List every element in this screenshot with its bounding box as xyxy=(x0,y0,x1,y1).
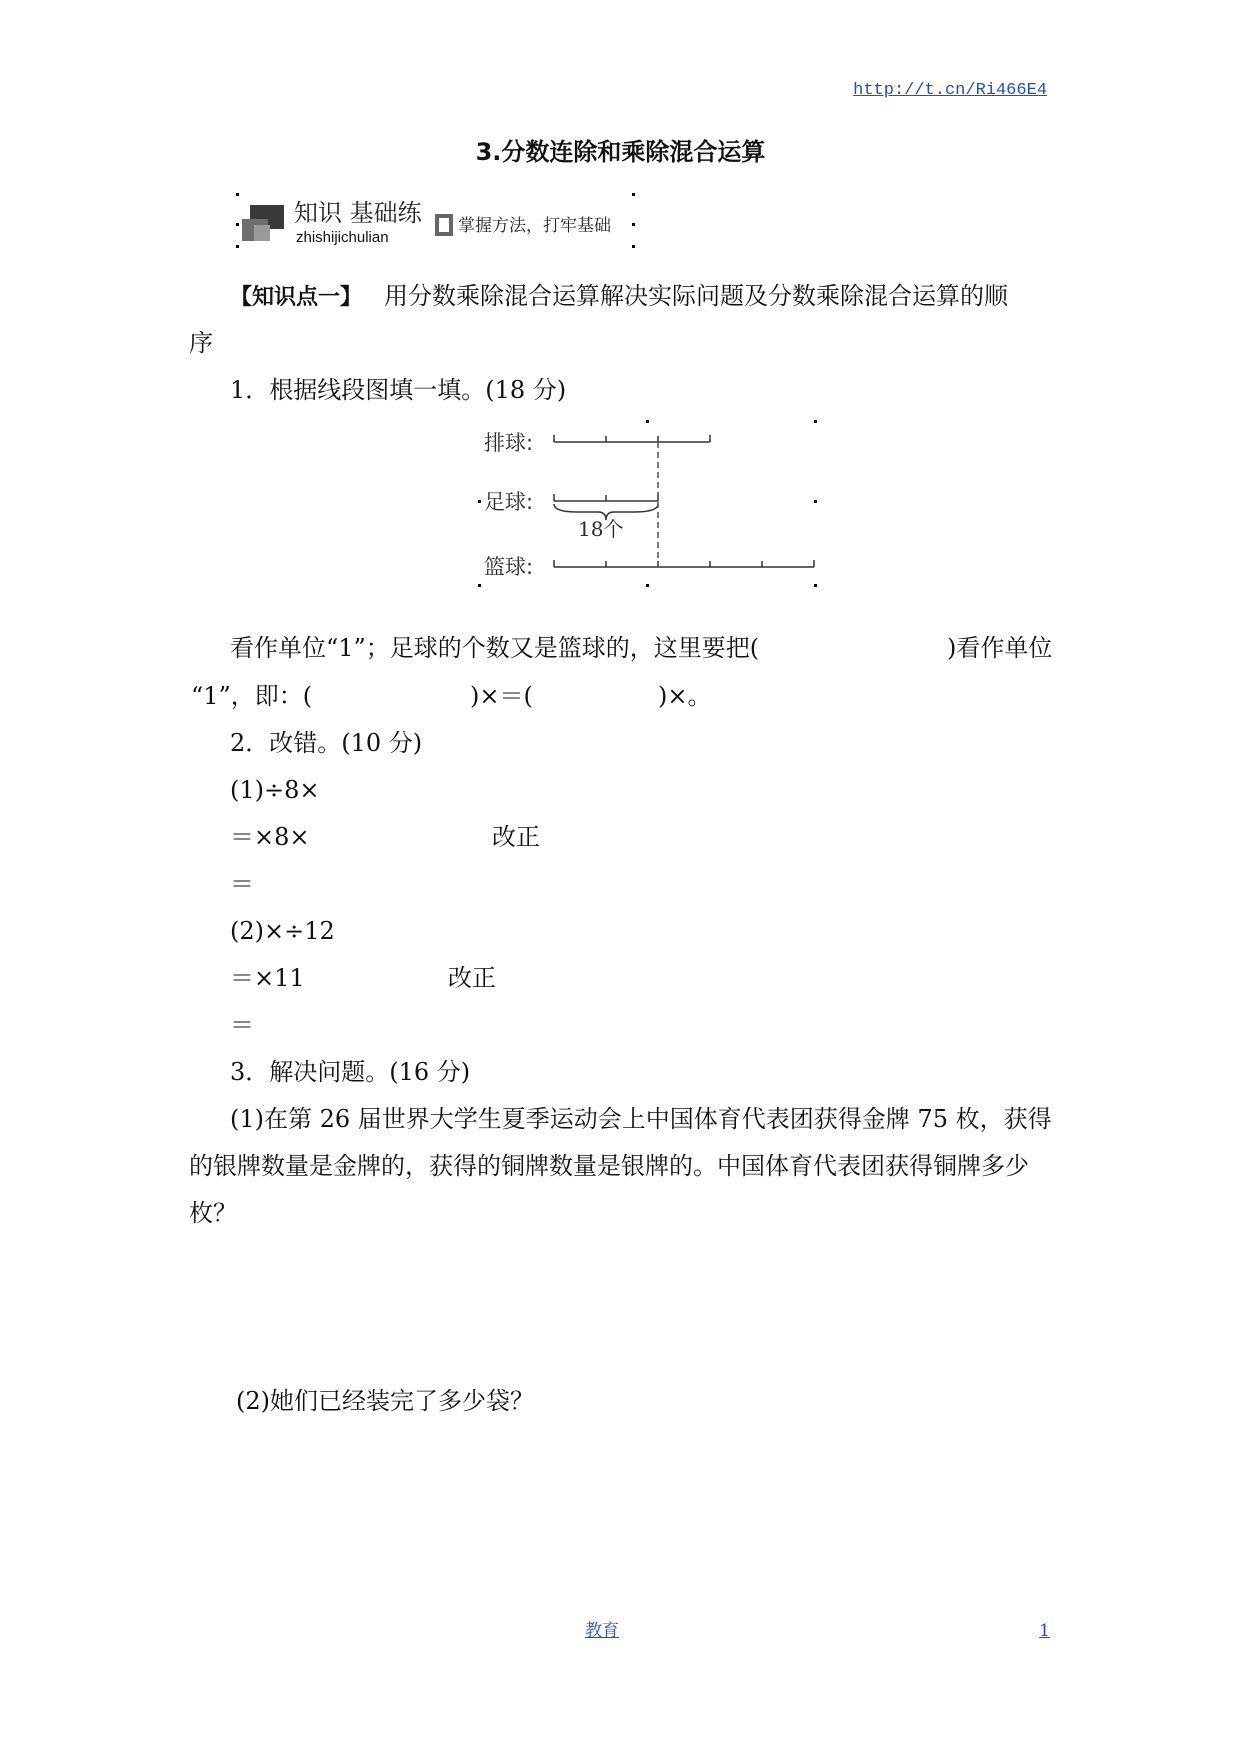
label-football: 足球: xyxy=(484,490,534,514)
q1-fill-line2-c: )×。 xyxy=(658,682,712,710)
q2-heading-text: 2．改错。(10 分) xyxy=(230,729,423,757)
banner-pinyin: zhishijichulian xyxy=(296,229,389,246)
q1-fill-line1-a: 看作单位“1”；足球的个数又是篮球的，这里要把( xyxy=(230,634,760,662)
label-brace-18: 18个 xyxy=(578,517,624,541)
label-basketball: 篮球: xyxy=(484,555,534,579)
q1-fill-line2-a: “1”，即：( xyxy=(191,682,313,710)
knowledge-point-line1 xyxy=(230,280,1008,314)
q3-heading-text: 3．解决问题。(16 分) xyxy=(230,1058,471,1086)
q3-p1-line1: (1)在第 26 届世界大学生夏季运动会上中国体育代表团获得金牌 75 枚，获得 xyxy=(230,1105,1052,1133)
banner-tip: 掌握方法，打牢基础 xyxy=(458,216,611,236)
banner-square-icon xyxy=(434,213,454,237)
q1-heading-text: 1．根据线段图填一填。(18 分) xyxy=(230,376,567,404)
q1-fill-line1-b: )看作单位 xyxy=(947,634,1053,662)
q2-p2-correct: 改正 xyxy=(448,964,496,992)
q2-p1-line1: (1)÷8× xyxy=(230,776,320,804)
page-title: 3.分数连除和乘除混合运算 xyxy=(475,138,766,166)
q2-p2-line2: ＝×11 xyxy=(230,964,305,992)
footer-center-link[interactable]: 教育 xyxy=(585,1621,619,1641)
q3-heading xyxy=(230,1056,470,1088)
q2-p1-line3: ＝ xyxy=(230,870,254,898)
section-banner xyxy=(236,193,640,257)
knowledge-point-text: 用分数乘除混合运算解决实际问题及分数乘除混合运算的顺 xyxy=(384,282,1009,310)
header-url-link[interactable]: http://t.cn/Ri466E4 xyxy=(853,81,1047,100)
knowledge-point-label: 【知识点一】 xyxy=(230,285,363,310)
footer-page-number[interactable]: 1 xyxy=(1039,1621,1050,1641)
label-volleyball: 排球: xyxy=(484,431,534,455)
q3-p1-line3: 枚？ xyxy=(189,1199,237,1227)
q2-p2-line1: (2)×÷12 xyxy=(230,917,335,945)
banner-blocks-icon xyxy=(242,205,288,243)
q2-p1-line2: ＝×8× xyxy=(230,823,310,851)
q2-p2-line3: ＝ xyxy=(230,1011,254,1039)
q3-p2: (2)她们已经装完了多少袋？ xyxy=(236,1387,534,1415)
q1-segment-diagram xyxy=(478,412,828,594)
q1-heading xyxy=(230,374,566,406)
knowledge-point-line2: 序 xyxy=(189,329,213,357)
q2-heading xyxy=(230,727,422,759)
q3-p1-line2: 的银牌数量是金牌的，获得的铜牌数量是银牌的。中国体育代表团获得铜牌多少 xyxy=(189,1152,1029,1180)
q2-p1-correct: 改正 xyxy=(492,823,540,851)
q1-fill-line2-b: )×＝( xyxy=(470,682,533,710)
banner-title: 知识 基础练 xyxy=(294,199,422,227)
